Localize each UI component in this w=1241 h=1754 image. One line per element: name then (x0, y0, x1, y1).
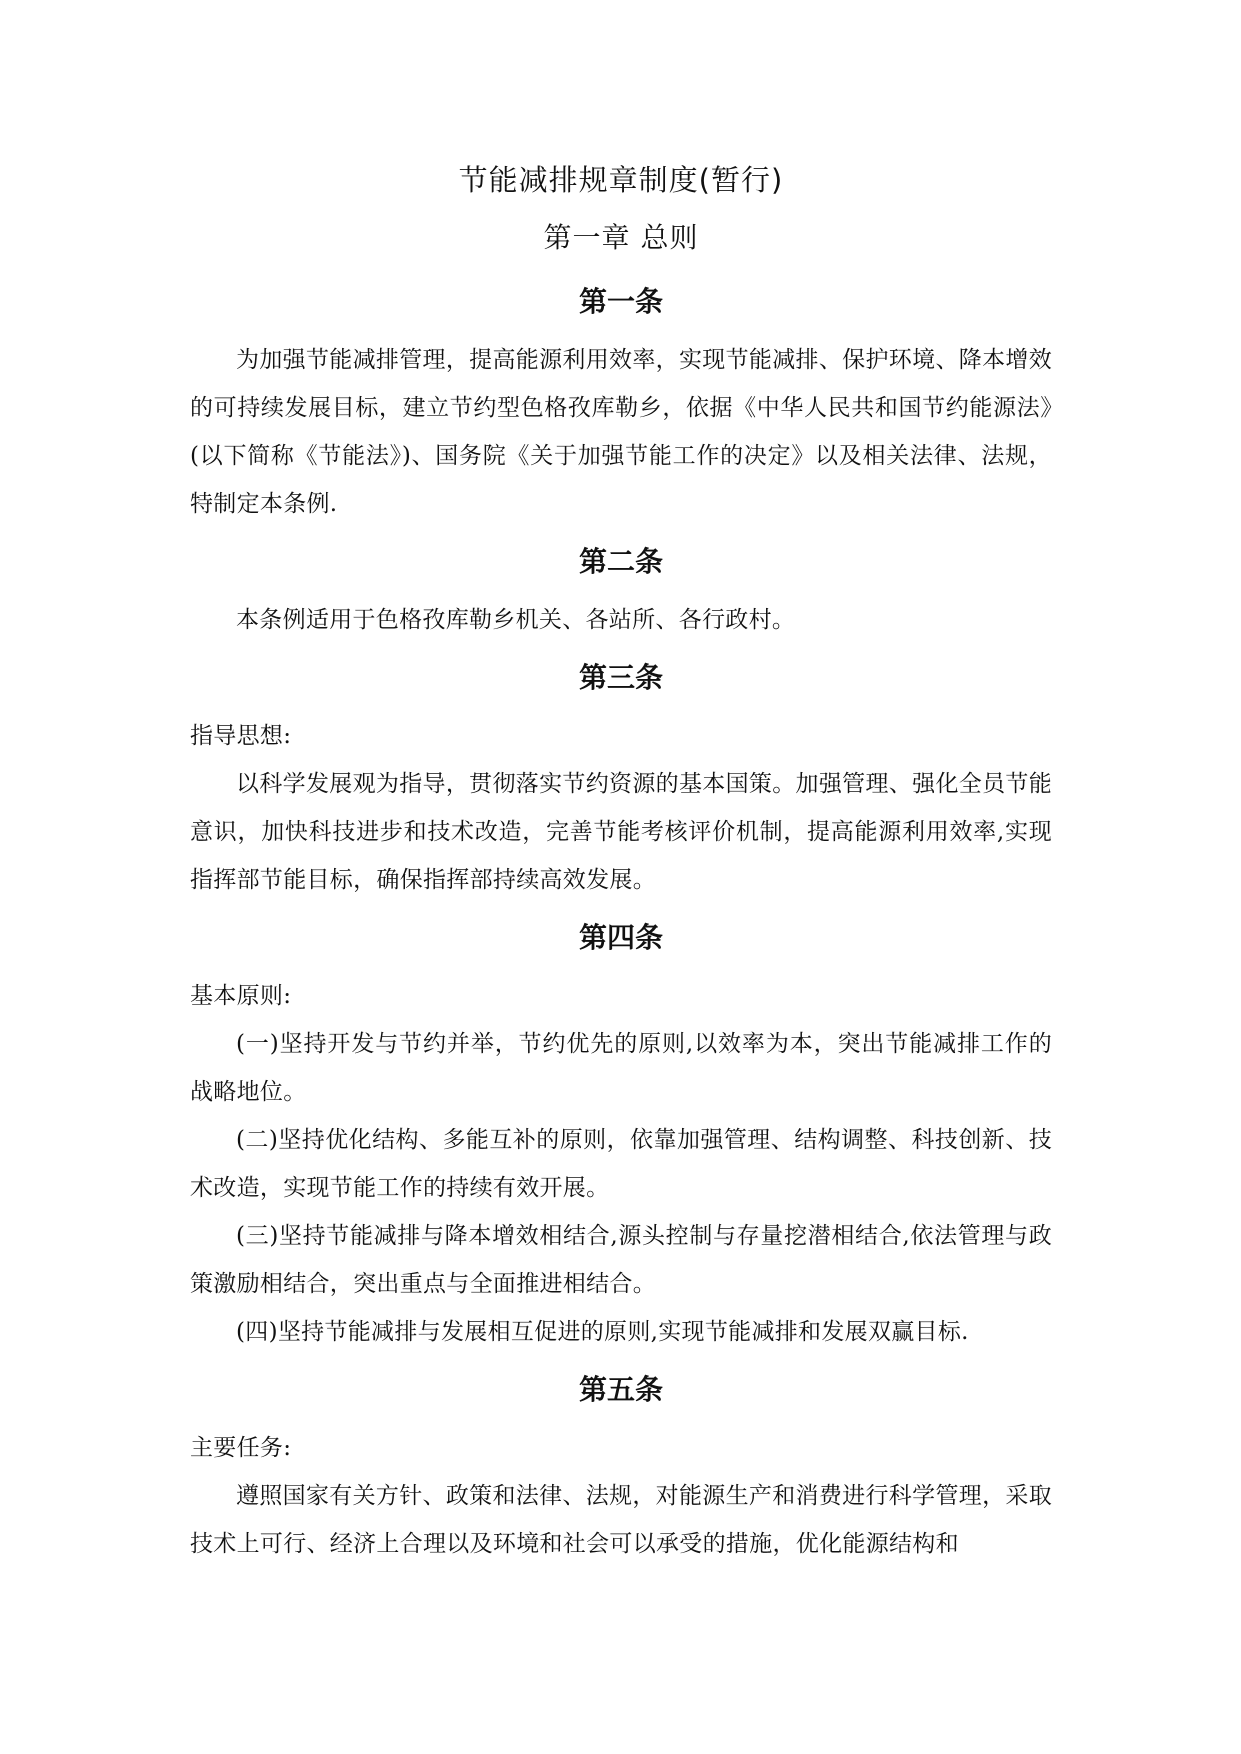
article-3 (190, 658, 1052, 904)
article-heading: 第四条 (578, 921, 663, 954)
principle-item-4: (四)坚持节能减排与发展相互促进的原则,实现节能减排和发展双赢目标. (236, 1319, 969, 1345)
article-heading: 第五条 (578, 1373, 663, 1406)
article-5 (190, 1370, 1052, 1568)
article-4 (190, 918, 1052, 1356)
principle-item-3: (三)坚持节能减排与降本增效相结合,源头控制与存量挖潜相结合,依法管理与政策激励相结合，突出重点与全面推进相结合。 (190, 1223, 1052, 1297)
article-paragraph: 本条例适用于色格孜库勒乡机关、各站所、各行政村。 (236, 607, 796, 633)
document-content (190, 160, 1052, 1568)
article-label: 指导思想: (190, 723, 292, 749)
article-paragraph: 以科学发展观为指导，贯彻落实节约资源的基本国策。加强管理、强化全员节能意识，加快科技进步和技术改造，完善节能考核评价机制，提高能源利用效率,实现指挥部节能目标，确保指挥部持续高效发展。 (190, 771, 1052, 893)
article-1 (190, 282, 1052, 528)
article-label: 主要任务: (190, 1435, 292, 1461)
article-2 (190, 542, 1052, 644)
principle-item-2: (二)坚持优化结构、多能互补的原则，依靠加强管理、结构调整、科技创新、技术改造，实现节能工作的持续有效开展。 (190, 1127, 1052, 1201)
chapter-title: 第一章 总则 (543, 221, 699, 254)
article-paragraph: 遵照国家有关方针、政策和法律、法规，对能源生产和消费进行科学管理，采取技术上可行、经济上合理以及环境和社会可以承受的措施，优化能源结构和 (190, 1483, 1052, 1557)
article-label: 基本原则: (190, 983, 292, 1009)
article-heading: 第一条 (578, 285, 663, 318)
article-heading: 第二条 (578, 545, 663, 578)
article-heading: 第三条 (578, 661, 663, 694)
article-paragraph: 为加强节能减排管理，提高能源利用效率，实现节能减排、保护环境、降本增效的可持续发展目标，建立节约型色格孜库勒乡，依据《中华人民共和国节约能源法》(以下简称《节能法》)、国务院《关于加强节能工作的决定》以及相关法律、法规，特制定本条例. (190, 347, 1052, 517)
principle-item-1: (一)坚持开发与节约并举，节约优先的原则,以效率为本，突出节能减排工作的战略地位。 (190, 1031, 1052, 1105)
document-title: 节能减排规章制度(暂行) (458, 163, 784, 197)
